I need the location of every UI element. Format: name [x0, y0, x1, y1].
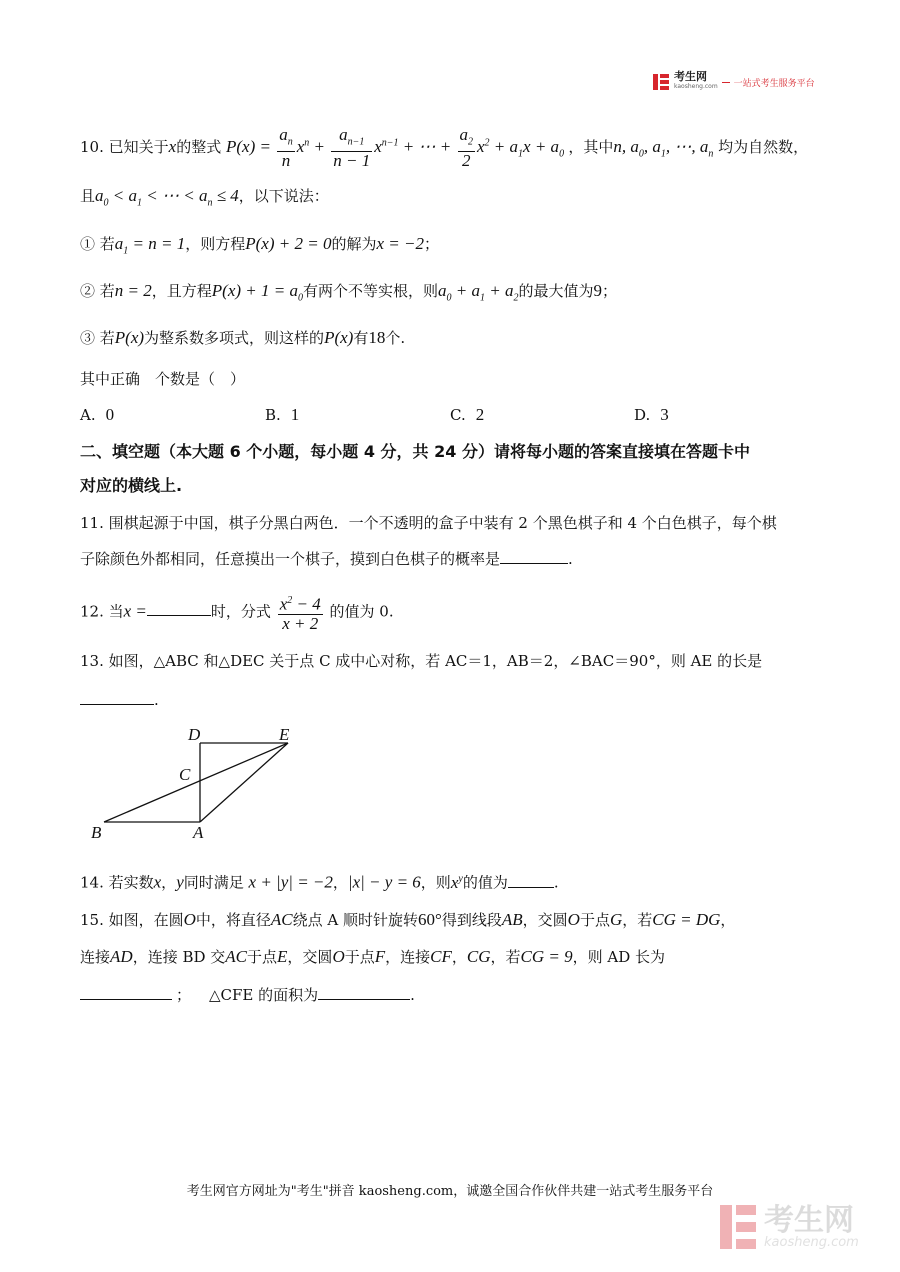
- label-a: A: [193, 823, 204, 842]
- figure-13: [80, 720, 320, 845]
- q10-line1: 10. 已知关于x的整式 P(x) = $\frac{a_n}{n}$ $x^n$ + $\frac{a_{n-1}}{n - 1}$ $x^{n-1}$ + ⋯ + $\frac{a_2}{2}$ $x^2 + a_1x + a_0$ ，其中n, $a_0$, $a_1$, ⋯, $a_n$ 均为自然数，: [80, 125, 809, 171]
- header-slogan: 一站式考生服务平台: [733, 78, 815, 89]
- kaosheng-logo-icon: [652, 73, 670, 91]
- label-b: B: [91, 823, 102, 842]
- logo-cn: 考生网: [674, 70, 707, 83]
- q14-answer-blank[interactable]: [508, 873, 554, 888]
- section2-heading-line2: 对应的横线上.: [80, 476, 183, 495]
- watermark-logo-icon: [718, 1203, 758, 1251]
- q11-line2: 子除颜色外都相同，任意摸出一个棋子，摸到白色棋子的概率是 .: [80, 550, 573, 568]
- choice-a[interactable]: A. 0: [80, 405, 115, 424]
- seg-ae: [200, 743, 288, 822]
- label-c: C: [179, 765, 191, 784]
- q14: 14. 若实数x，y同时满足 x + |y| = −2，|x| − y = 6，则$x^y$的值为 .: [80, 872, 559, 892]
- watermark-cn: 考生网: [764, 1202, 854, 1238]
- q15-line2: 连接AD，连接 BD 交AC于点E，交圆O于点F，连接CF，CG，若CG = 9，则 AD 长为: [80, 947, 666, 966]
- seg-be: [104, 743, 288, 822]
- q15-line3: ； △CFE 的面积为 .: [80, 985, 415, 1005]
- q13-line2: .: [80, 690, 159, 710]
- choice-b[interactable]: B. 1: [265, 405, 300, 424]
- q10-ask: 其中正确 个数是（ ）: [80, 370, 246, 388]
- q15-answer-blank-1[interactable]: [80, 985, 172, 1000]
- q11-answer-blank[interactable]: [500, 549, 568, 564]
- section2-heading-line1: 二、填空题（本大题 6 个小题，每小题 4 分，共 24 分）请将每小题的答案直接填在答题卡中: [80, 442, 750, 461]
- q10-statement-3: ③ 若P(x)为整系数多项式，则这样的P(x)有18个.: [80, 328, 406, 347]
- q10-statement-1: ① 若$a_1 = n = 1$，则方程P(x) + 2 = 0的解为x = −2；: [80, 234, 439, 257]
- q13-line1: 13. 如图，△ABC 和△DEC 关于点 C 成中心对称，若 AC＝1，AB＝2，∠BAC＝90°，则 AE 的长是: [80, 652, 763, 670]
- footer-text: 考生网官方网址为"考生"拼音 kaosheng.com，诚邀全国合作伙伴共建一站式考生服务平台: [186, 1184, 714, 1199]
- q12: 12. 当x = 时，分式 $\frac{x^2 - 4}{x + 2}$ 的值为 0.: [80, 592, 394, 633]
- label-e: E: [279, 725, 290, 744]
- q13-answer-blank[interactable]: [80, 690, 154, 705]
- choice-d[interactable]: D. 3: [634, 405, 669, 424]
- choice-c[interactable]: C. 2: [450, 405, 485, 424]
- logo-en: kaosheng.com: [674, 83, 718, 90]
- q12-answer-blank[interactable]: [147, 601, 211, 616]
- q15-answer-blank-2[interactable]: [318, 985, 410, 1000]
- q15-line1: 15. 如图，在圆O中，将直径AC绕点 A 顺时针旋转60°得到线段AB，交圆O于点G，若CG = DG，: [80, 910, 736, 929]
- q10-condition: 且$a_0 < a_1$ < ⋯ < $a_n \le 4$，以下说法：: [80, 186, 329, 209]
- watermark-en: kaosheng.com: [764, 1234, 859, 1250]
- q10-statement-2: ② 若n = 2，且方程$P(x) + 1 = a_0$有两个不等实根，则$a_0 + a_1 + a_2$的最大值为9；: [80, 281, 617, 304]
- footer-watermark: [718, 1203, 859, 1251]
- q10-polynomial: P(x) = $\frac{a_n}{n}$ $x^n$ + $\frac{a_{n-1}}{n - 1}$ $x^{n-1}$ + ⋯ + $\frac{a_2}{2}$ $x^2 + a_1x + a_0$: [226, 125, 565, 171]
- q11-line1: 11. 围棋起源于中国，棋子分黑白两色．一个不透明的盒子中装有 2 个黑色棋子和 4 个白色棋子，每个棋: [80, 514, 777, 532]
- header-logo: [652, 72, 815, 92]
- label-d: D: [188, 725, 201, 744]
